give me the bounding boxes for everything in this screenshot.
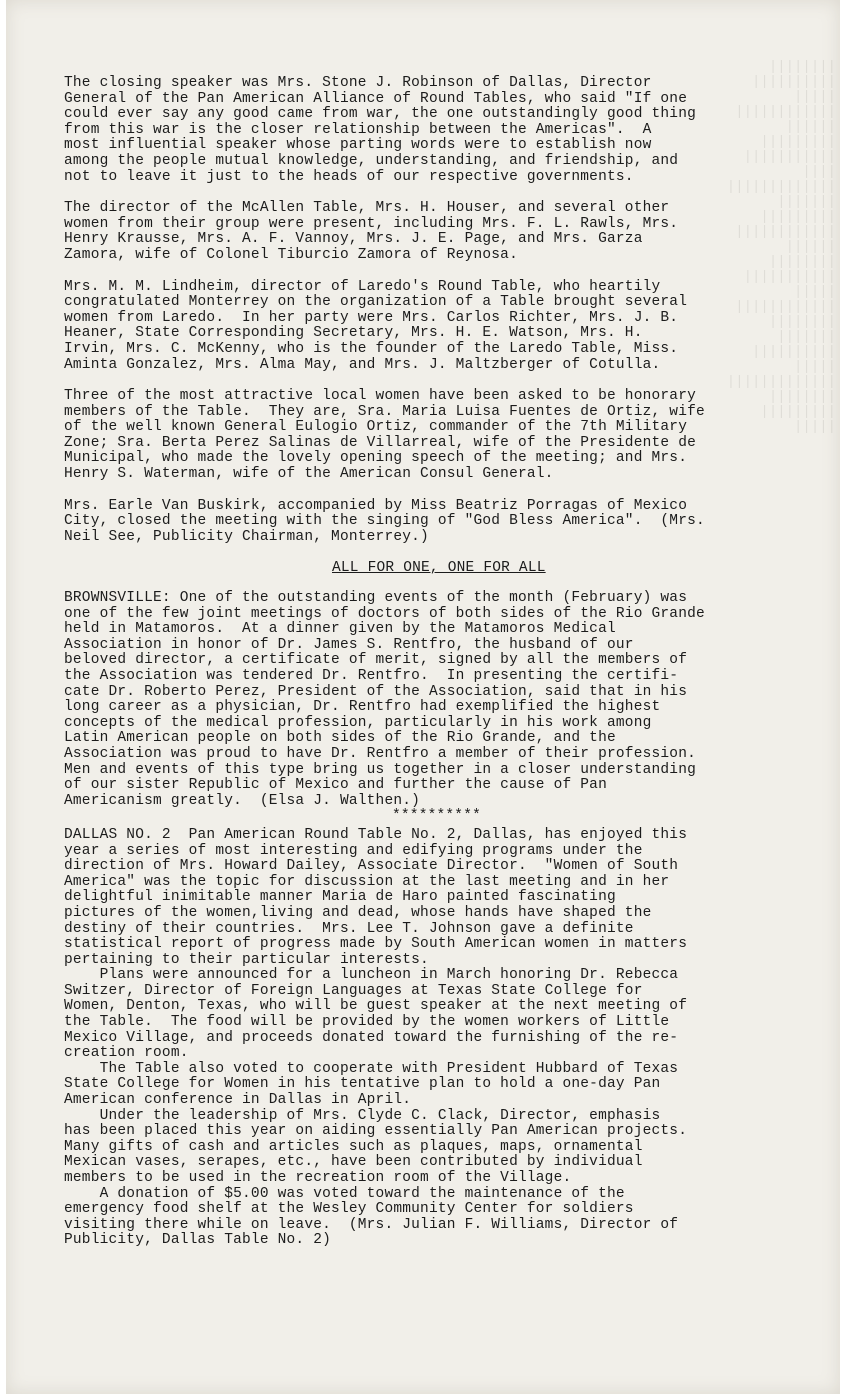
top-paragraphs (64, 76, 784, 545)
text-line: members to be used in the recreation room of the Village. (64, 1170, 572, 1186)
text-line: Switzer, Director of Foreign Languages at Texas State College for (64, 982, 643, 999)
text-line: Heaner, State Corresponding Secretary, Mrs. H. E. Watson, Mrs. H. (64, 325, 643, 342)
text-line: Publicity, Dallas Table No. 2) (64, 1232, 332, 1249)
text-line: pictures of the women,living and dead, whose hands have shaped the (64, 904, 652, 921)
section-separator: ********** (392, 808, 482, 825)
text-line: of our sister Republic of Mexico and further the cause of Pan (64, 777, 607, 794)
text-line: Association in honor of Dr. James S. Rentfro, the husband of our (64, 636, 634, 653)
paragraph-brownsville (64, 591, 784, 809)
dallas-section (64, 828, 784, 1249)
text-line: long career as a physician, Dr. Rentfro had exemplified the highest (64, 699, 661, 716)
text-line: creation room. (64, 1045, 189, 1062)
text-line: beloved director, a certificate of merit, signed by all the members of (64, 652, 688, 669)
text-line: America" was the topic for discussion at the last meeting and in her (64, 873, 670, 890)
text-line: Men and events of this type bring us together in a closer understanding (64, 761, 697, 778)
text-line: American conference in Dallas in April. (64, 1092, 412, 1109)
text-line: Under the leadership of Mrs. Clyde C. Clack, Director, emphasis (64, 1107, 661, 1124)
text-line: held in Matamoros. At a dinner given by the Matamoros Medical (64, 621, 616, 638)
text-line: pertaining to their particular interests. (64, 951, 429, 968)
paragraph-dallas-programs (64, 828, 784, 968)
text-line: The director of the McAllen Table, Mrs. H. Houser, and several other (64, 200, 670, 217)
text-line: A donation of $5.00 was voted toward the maintenance of the (64, 1185, 625, 1202)
text-line: Americanism greatly. (Elsa J. Walthen.) (64, 792, 421, 809)
text-line: the Association was tendered Dr. Rentfro. In presenting the certifi- (64, 668, 679, 684)
text-line: State College for Women in his tentative plan to hold a one-day Pan (64, 1076, 661, 1093)
text-line: Mrs. Earle Van Buskirk, accompanied by Miss Beatriz Porragas of Mexico (64, 497, 688, 514)
paragraph-dallas-donation (64, 1187, 784, 1249)
text-line: BROWNSVILLE: One of the outstanding events of the month (February) was (64, 590, 688, 607)
text-line: statistical report of progress made by South American women in matters (64, 936, 688, 953)
text-line: Henry S. Waterman, wife of the American Consul General. (64, 466, 554, 483)
text-line: congratulated Monterrey on the organization of a Table brought several (64, 294, 688, 311)
text-line: Neil See, Publicity Chairman, Monterrey.) (64, 528, 429, 545)
document-body (64, 76, 784, 1249)
text-line: has been placed this year on aiding essentially Pan American projects. (64, 1123, 688, 1140)
text-line: Association was proud to have Dr. Rentfro a member of their profession. (64, 745, 697, 762)
text-line: Irvin, Mrs. C. McKenny, who is the founder of the Laredo Table, Miss. (64, 340, 679, 357)
paragraph-honorary-members (64, 389, 784, 483)
text-line: from this war is the closer relationship between the Americas". A (64, 121, 652, 138)
paragraph-closing-song (64, 499, 784, 546)
paragraph-mcallen-table (64, 201, 784, 263)
text-line: could ever say any good came from war, the one outstandingly good thing (64, 106, 697, 123)
text-line: year a series of most interesting and edifying programs under the (64, 842, 643, 859)
text-line: Mexico Village, and proceeds donated toward the furnishing of the re- (64, 1029, 679, 1046)
text-line: Many gifts of cash and articles such as plaques, maps, ornamental (64, 1138, 643, 1155)
text-line: direction of Mrs. Howard Dailey, Associate Director. "Women of South (64, 858, 679, 875)
text-line: Mrs. M. M. Lindheim, director of Laredo's Round Table, who heartily (64, 278, 661, 295)
text-line: the Table. The food will be provided by the women workers of Little (64, 1014, 670, 1031)
text-line: The Table also voted to cooperate with President Hubbard of Texas (64, 1060, 679, 1077)
text-line: The closing speaker was Mrs. Stone J. Robinson of Dallas, Director (64, 75, 652, 91)
text-line: visiting there while on leave. (Mrs. Julian F. Williams, Director of (64, 1216, 679, 1233)
text-line: women from their group were present, including Mrs. F. L. Rawls, Mrs. (64, 215, 679, 232)
paragraph-laredo-table (64, 280, 784, 374)
text-line: of the well known General Eulogio Ortiz, commander of the 7th Military (64, 419, 688, 436)
paragraph-closing-speaker (64, 76, 784, 185)
text-line: Aminta Gonzalez, Mrs. Alma May, and Mrs. J. Maltzberger of Cotulla. (64, 356, 661, 373)
text-line: not to leave it just to the heads of our respective governments. (64, 168, 634, 185)
text-line: destiny of their countries. Mrs. Lee T. Johnson gave a definite (64, 920, 634, 937)
text-line: concepts of the medical profession, particularly in his work among (64, 714, 652, 731)
text-line: Zamora, wife of Colonel Tiburcio Zamora of Reynosa. (64, 246, 518, 263)
text-line: Municipal, who made the lovely opening speech of the meeting; and Mrs. (64, 450, 688, 467)
text-line: DALLAS NO. 2 Pan American Round Table No. 2, Dallas, has enjoyed this (64, 826, 688, 843)
text-line: Henry Krausse, Mrs. A. F. Vannoy, Mrs. J. E. Page, and Mrs. Garza (64, 231, 643, 248)
section-heading: ALL FOR ONE, ONE FOR ALL (332, 560, 546, 577)
paragraph-dallas-conference (64, 1062, 784, 1109)
paragraph-dallas-luncheon (64, 968, 784, 1062)
text-line: most influential speaker whose parting words were to establish now (64, 137, 652, 154)
text-line: Latin American people on both sides of the Rio Grande, and the (64, 730, 616, 747)
text-line: emergency food shelf at the Wesley Community Center for soldiers (64, 1201, 634, 1218)
text-line: Zone; Sra. Berta Perez Salinas de Villarreal, wife of the Presidente de (64, 434, 697, 451)
text-line: delightful inimitable manner Maria de Haro painted fascinating (64, 889, 616, 906)
text-line: Mexican vases, serapes, etc., have been contributed by individual (64, 1154, 643, 1171)
text-line: among the people mutual knowledge, understanding, and friendship, and (64, 152, 679, 169)
text-line: General of the Pan American Alliance of Round Tables, who said "If one (64, 90, 688, 107)
text-line: Plans were announced for a luncheon in March honoring Dr. Rebecca (64, 967, 679, 984)
text-line: Women, Denton, Texas, who will be guest speaker at the next meeting of (64, 998, 688, 1015)
text-line: one of the few joint meetings of doctors of both sides of the Rio Grande (64, 605, 705, 622)
text-line: cate Dr. Roberto Perez, President of the Association, said that in his (64, 683, 688, 700)
text-line: Three of the most attractive local women have been asked to be honorary (64, 388, 697, 405)
text-line: members of the Table. They are, Sra. Maria Luisa Fuentes de Ortiz, wife (64, 403, 705, 420)
text-line: City, closed the meeting with the singing of "God Bless America". (Mrs. (64, 513, 705, 530)
show-through-texture: |||||||| |||||||||| ||||| |||||||||||| |||||| ||||||||| ||||||||||| |||| ||||||||||||| ||||||| ||||||||| |||||||||||| |||||| |||||||| ||||||||||| ||||| |||||||||||| |||||||| ||||||| |||||||||| ||||| ||||||||||||| |||||||| ||||||||| ||||| (726, 59, 836, 435)
paragraph-dallas-projects (64, 1109, 784, 1187)
text-line: women from Laredo. In her party were Mrs. Carlos Richter, Mrs. J. B. (64, 309, 679, 326)
document-page (6, 0, 840, 1394)
